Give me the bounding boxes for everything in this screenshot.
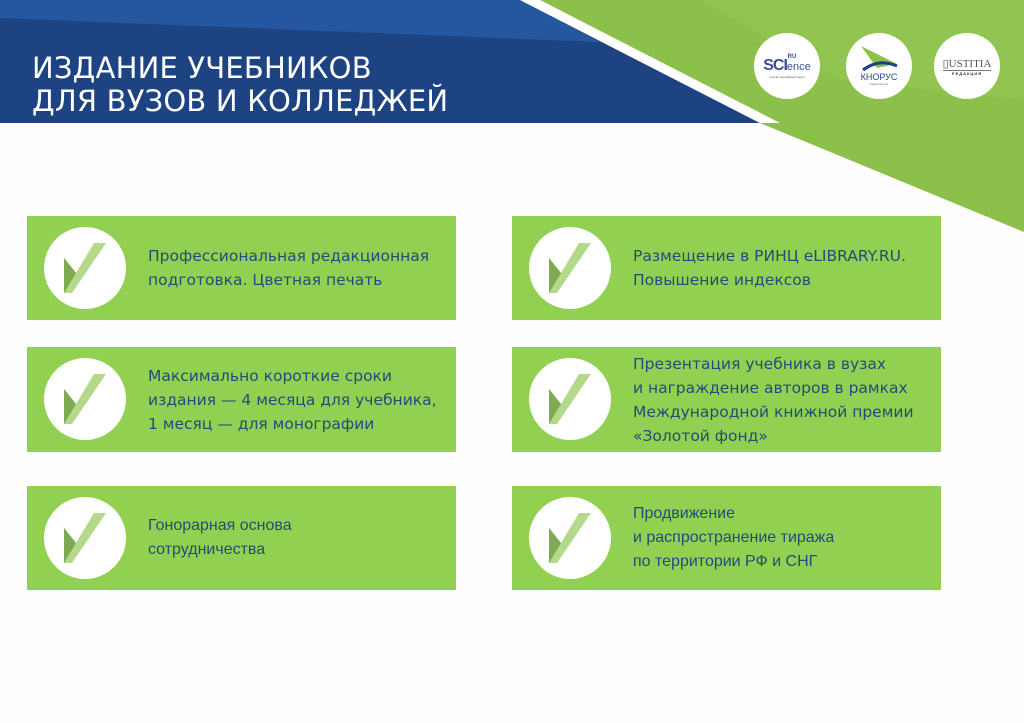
checkmark-icon bbox=[535, 233, 605, 303]
page-title bbox=[32, 52, 448, 118]
logo-ruscience-top: RU bbox=[787, 53, 797, 60]
logo-iustitia-text: USTITIA bbox=[948, 57, 992, 70]
check-badge bbox=[44, 227, 126, 309]
checkmark-icon bbox=[535, 503, 605, 573]
logo-knorus bbox=[846, 33, 912, 99]
check-badge bbox=[44, 358, 126, 440]
column-icon: ▯ bbox=[942, 57, 949, 70]
check-badge bbox=[44, 497, 126, 579]
feature-card-editing bbox=[27, 216, 456, 320]
logo-knorus-sub: издательство bbox=[869, 82, 889, 86]
logo-iustitia bbox=[934, 33, 1000, 99]
feature-card-royalty bbox=[27, 486, 456, 590]
checkmark-icon bbox=[50, 233, 120, 303]
logo-ruscience-sub: портал российской науки bbox=[769, 74, 805, 79]
check-badge bbox=[529, 358, 611, 440]
feature-line: и награждение авторов в рамках bbox=[633, 378, 908, 397]
check-badge bbox=[529, 227, 611, 309]
feature-line: сотрудничества bbox=[148, 541, 266, 558]
feature-card-distribution bbox=[512, 486, 941, 590]
feature-card-deadlines bbox=[27, 347, 456, 452]
logo-iustitia-label bbox=[943, 57, 992, 71]
feature-text bbox=[148, 244, 446, 292]
feature-line: Презентация учебника в вузах bbox=[633, 354, 887, 373]
feature-line: Гонорарная основа bbox=[148, 517, 292, 534]
feature-card-presentation bbox=[512, 347, 941, 452]
feature-line: 1 месяц — для монографии bbox=[148, 414, 375, 433]
logo-ruscience-main bbox=[763, 57, 811, 75]
feature-line: Максимально короткие сроки bbox=[148, 366, 392, 385]
feature-line: Международной книжной премии bbox=[633, 402, 914, 421]
feature-line: Повышение индексов bbox=[633, 271, 811, 289]
logo-knorus-label: КНОРУС bbox=[860, 72, 898, 82]
feature-line: Профессиональная редакционная bbox=[148, 247, 430, 265]
feature-text bbox=[148, 364, 446, 436]
logo-ruscience bbox=[754, 33, 820, 99]
checkmark-icon bbox=[50, 503, 120, 573]
feature-line: «Золотой фонд» bbox=[633, 426, 768, 445]
feature-card-rinc bbox=[512, 216, 941, 320]
feature-text bbox=[633, 352, 931, 448]
logo-ruscience-ence: ence bbox=[786, 60, 811, 73]
title-line-1: ИЗДАНИЕ УЧЕБНИКОВ bbox=[32, 51, 372, 85]
feature-text bbox=[633, 502, 931, 574]
logo-iustitia-sub: РЕДАКЦИЯ bbox=[951, 70, 983, 76]
feature-line: Размещение в РИНЦ eLIBRARY.RU. bbox=[633, 247, 906, 265]
feature-line: издания — 4 месяца для учебника, bbox=[148, 390, 437, 409]
feature-line: подготовка. Цветная печать bbox=[148, 271, 383, 289]
checkmark-icon bbox=[535, 364, 605, 434]
sail-icon bbox=[857, 46, 901, 74]
feature-text bbox=[148, 514, 446, 562]
checkmark-icon bbox=[50, 364, 120, 434]
feature-line: Продвижение bbox=[633, 505, 735, 522]
title-line-2: ДЛЯ ВУЗОВ И КОЛЛЕДЖЕЙ bbox=[32, 84, 449, 118]
logo-ruscience-sci: SCI bbox=[763, 56, 787, 74]
check-badge bbox=[529, 497, 611, 579]
feature-line: по территории РФ и СНГ bbox=[633, 553, 818, 570]
feature-line: и распространение тиража bbox=[633, 529, 835, 546]
feature-text bbox=[633, 244, 931, 292]
